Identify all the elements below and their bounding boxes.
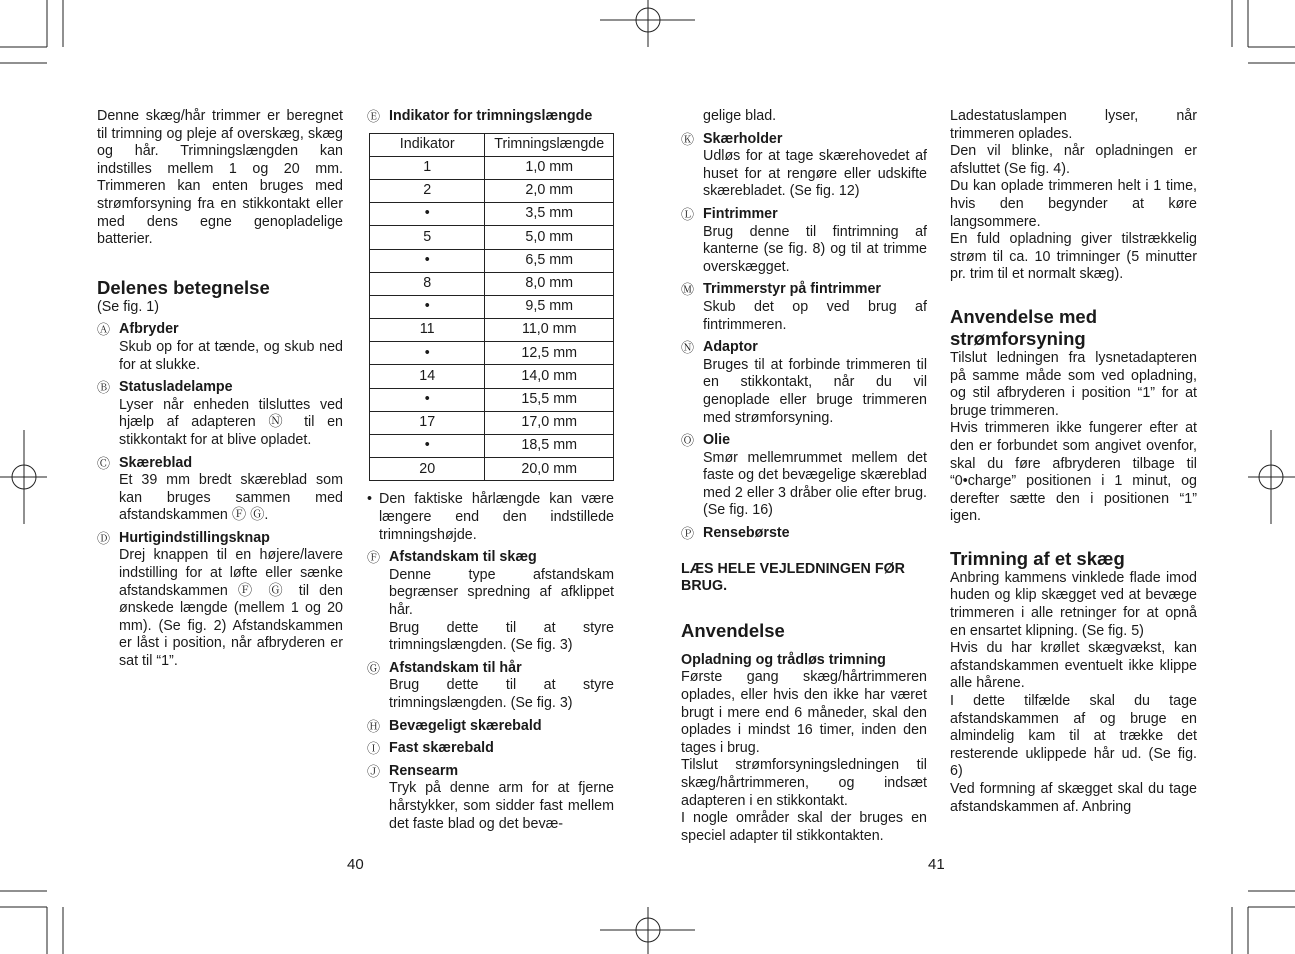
length-cell: 8,0 mm [485,272,614,295]
mains-paragraph: Hvis trimmeren ikke fungerer efter at den er forbundet som angivet ovenfor, skal du føre afbryderen tilbage til “0•charge” positionen i 1 minut, og derefter sætte den i positionen “1” igen. [950,420,1197,525]
table-row [370,365,614,388]
part-letter: Ⓓ [97,530,111,546]
length-cell: 2,0 mm [485,179,614,202]
indicator-cell: • [370,435,485,458]
left-page-column-1 [97,108,343,671]
part-text: Lyser når enheden tilsluttes ved hjælp af adapteren Ⓝ til en stikkontakt for at blive opladet. [119,396,343,448]
length-cell: 20,0 mm [485,458,614,481]
part-item-k [681,131,927,201]
indicator-cell: 5 [370,226,485,249]
right-page-column-1 [681,108,927,845]
indicator-cell: 14 [370,365,485,388]
length-cell: 17,0 mm [485,411,614,434]
indicator-heading [367,108,614,126]
part-text: Tryk på denne arm for at fjerne hårstykker, som sidder fast mellem det faste blad og det bevæ- [389,780,614,832]
part-letter: Ⓟ [681,526,695,542]
part-item-l [681,206,927,276]
part-text: Brug dette til at styre trimningslængden. (Se fig. 3) [389,619,614,654]
charge-paragraph: En fuld opladning giver tilstrækkelig strøm til ca. 10 trimninger (5 minutter pr. trim til et normalt skæg). [950,231,1197,283]
part-text: Et 39 mm bredt skæreblad som kan bruges sammen med afstandskammen Ⓕ Ⓖ. [119,472,343,524]
beard-paragraph: I dette tilfælde skal du tage afstandskammen af og bruge en almindelig kam til at trække det resterende uklippede hår ud. (Se fig. 6) [950,693,1197,780]
beard-heading: Trimning af et skæg [950,547,1125,569]
left-page-column-2 [367,108,614,833]
length-cell: 14,0 mm [485,365,614,388]
warning-text: LÆS HELE VEJLEDNINGEN FØR BRUG. [681,560,906,595]
table-row [370,435,614,458]
continuation-text: gelige blad. [703,108,777,124]
table-header: Trimningslængde [485,133,614,156]
indicator-cell: • [370,388,485,411]
part-title: Statusladelampe [119,379,233,396]
charge-paragraph: Ladestatuslampen lyser, når trimmeren oplades. [950,108,1197,142]
part-title: Fast skærebald [389,740,494,757]
part-text: Udløs for at tage skærehovedet af huset for at rengøre eller udskifte skærebladet. (Se fig. 12) [703,148,927,200]
part-title: Indikator for trimningslængde [389,108,593,124]
part-text: Smør mellemrummet mellem det faste og det bevægelige skæreblad med 2 eller 3 dråber olie efter brug. (Se fig. 16) [703,449,927,519]
part-letter: Ⓕ [367,550,381,566]
length-cell: 3,5 mm [485,203,614,226]
length-cell: 11,0 mm [485,319,614,342]
part-title: Adaptor [703,339,758,356]
indicator-cell: 11 [370,319,485,342]
part-item-b [97,379,343,449]
part-letter: Ⓔ [367,109,381,124]
charge-paragraph: Den vil blinke, når opladningen er afsluttet (Se fig. 4). [950,143,1197,177]
note-item [367,491,614,544]
intro-paragraph: Denne skæg/hår trimmer er beregnet til trimning og pleje af overskæg, skæg og hår. Trimningslængden kan indstilles mellem 1 og 20 mm. Trimmeren kan enten bruges med strømforsyning fra en stikkontakt eller med dens egne genopladelige batterier. [97,108,343,248]
trim-length-table [369,133,614,482]
part-title: Rensebørste [703,525,790,542]
part-title: Skærholder [703,130,783,147]
indicator-cell: • [370,295,485,318]
indicator-cell: • [370,342,485,365]
part-item-g [367,660,614,713]
beard-paragraph: Hvis du har krøllet skægvækst, kan afstandskammen eventuelt ikke klippe alle hårene. [950,640,1197,692]
part-title: Rensearm [389,762,459,779]
indicator-cell: 17 [370,411,485,434]
table-row [370,342,614,365]
indicator-cell: • [370,249,485,272]
table-header: Indikator [370,133,485,156]
part-letter: Ⓛ [681,206,695,222]
part-title: Afstandskam til hår [389,659,522,676]
length-cell: 1,0 mm [485,156,614,179]
part-letter: Ⓞ [681,433,695,449]
note-text: Den faktiske hårlængde kan være længere end den indstillede trimningshøjde. [379,491,614,543]
part-text: Denne type afstandskam begrænser spredning af afklippet hår. [389,566,614,618]
part-text: Skub det op ved brug af fintrimmeren. [703,298,927,333]
part-letter: Ⓝ [681,340,695,356]
part-item-c [97,455,343,525]
table-row [370,388,614,411]
length-cell: 15,5 mm [485,388,614,411]
table-row [370,156,614,179]
charge-paragraph: Du kan oplade trimmeren helt i 1 time, hvis den begynder at køre langsommere. [950,178,1197,230]
table-row [370,226,614,249]
part-letter: Ⓚ [681,131,695,147]
table-row [370,249,614,272]
indicator-cell: 2 [370,179,485,202]
length-cell: 18,5 mm [485,435,614,458]
part-title: Fintrimmer [703,205,778,222]
part-letter: Ⓐ [97,322,111,338]
part-title: Hurtigindstillingsknap [119,529,270,546]
part-item-m [681,281,927,334]
mains-paragraph: Tilslut ledningen fra lysnetadapteren på samme måde som ved opladning, og stil afbryderen i position “1” for at bruge trimmeren. [950,349,1197,419]
part-text: Brug denne til fintrimning af kanterne (se fig. 8) og til at trimme overskægget. [703,223,927,275]
table-row [370,458,614,481]
part-letter: Ⓗ [367,718,381,734]
bullet-dot: • [367,491,373,508]
part-item-o [681,432,927,520]
part-letter: Ⓘ [367,741,381,757]
page-number-right: 41 [928,856,945,873]
indicator-cell: 1 [370,156,485,179]
part-title: Skæreblad [119,454,193,471]
usage-paragraph: I nogle områder skal der bruges en speciel adapter til stikkontakten. [681,810,927,844]
part-title: Afbryder [119,321,179,338]
page-number-left: 40 [347,856,364,873]
usage-heading: Anvendelse [681,619,785,641]
part-text: Bruges til at forbinde trimmeren til en stikkontakt, når du vil genoplade eller bruge trimmeren med strømforsyning. [703,356,927,426]
part-item-d [97,530,343,671]
table-row [370,179,614,202]
usage-paragraph: Tilslut strømforsyningsledningen til skæg/hårtrimmeren, og indsæt adapteren i en stikkontakt. [681,757,927,809]
part-title: Afstandskam til skæg [389,549,537,566]
table-header-row [370,133,614,156]
usage-subheading: Opladning og trådløs trimning [681,651,886,668]
parts-heading: Delenes betegnelse [97,276,270,298]
part-item-j [367,763,614,833]
parts-ref: (Se fig. 1) [97,298,159,315]
part-letter: Ⓖ [367,660,381,676]
table-row [370,411,614,434]
part-item-f [367,549,614,655]
part-item-n [681,339,927,427]
indicator-cell: • [370,203,485,226]
table-row [370,295,614,318]
part-item-p [681,525,927,543]
table-row [370,319,614,342]
part-title: Trimmerstyr på fintrimmer [703,281,881,298]
indicator-cell: 20 [370,458,485,481]
part-letter: Ⓒ [97,455,111,471]
part-title: Olie [703,432,731,449]
table-row [370,203,614,226]
part-text: Drej knappen til en højere/lavere indstilling for at løfte eller sænke afstandskammen Ⓕ Ⓖ til den ønskede længde (mellem 1 og 20 mm). (Se fig. 2) Afstandskammen er låst i position, når afbryderen er sat til “1”. [119,547,343,670]
part-text: Brug dette til at styre trimningslængden. (Se fig. 3) [389,677,614,711]
beard-paragraph: Anbring kammens vinklede flade imod huden og klip skægget ved at bevæge trimmeren i alle retninger for at opnå en ensartet klipning. (Se fig. 5) [950,569,1197,639]
part-title: Bevægeligt skærebald [389,717,542,734]
mains-heading: Anvendelse med strømforsyning [950,305,1098,349]
part-letter: Ⓙ [367,763,381,779]
usage-paragraph: Første gang skæg/hårtrimmeren oplades, eller hvis den ikke har været brugt i mere end 6 måneder, skal den oplades i mindst 16 timer, inden den tages i brug. [681,669,927,756]
part-item-i [367,740,614,758]
part-item-h [367,718,614,736]
length-cell: 6,5 mm [485,249,614,272]
part-text: Skub op for at tænde, og skub ned for at slukke. [119,338,343,373]
indicator-cell: 8 [370,272,485,295]
part-letter: Ⓜ [681,282,695,298]
part-letter: Ⓑ [97,380,111,396]
beard-paragraph: Ved formning af skægget skal du tage afstandskammen af. Anbring [950,781,1197,815]
right-page-column-2 [950,108,1197,816]
length-cell: 12,5 mm [485,342,614,365]
length-cell: 5,0 mm [485,226,614,249]
part-item-a [97,321,343,374]
length-cell: 9,5 mm [485,295,614,318]
table-row [370,272,614,295]
